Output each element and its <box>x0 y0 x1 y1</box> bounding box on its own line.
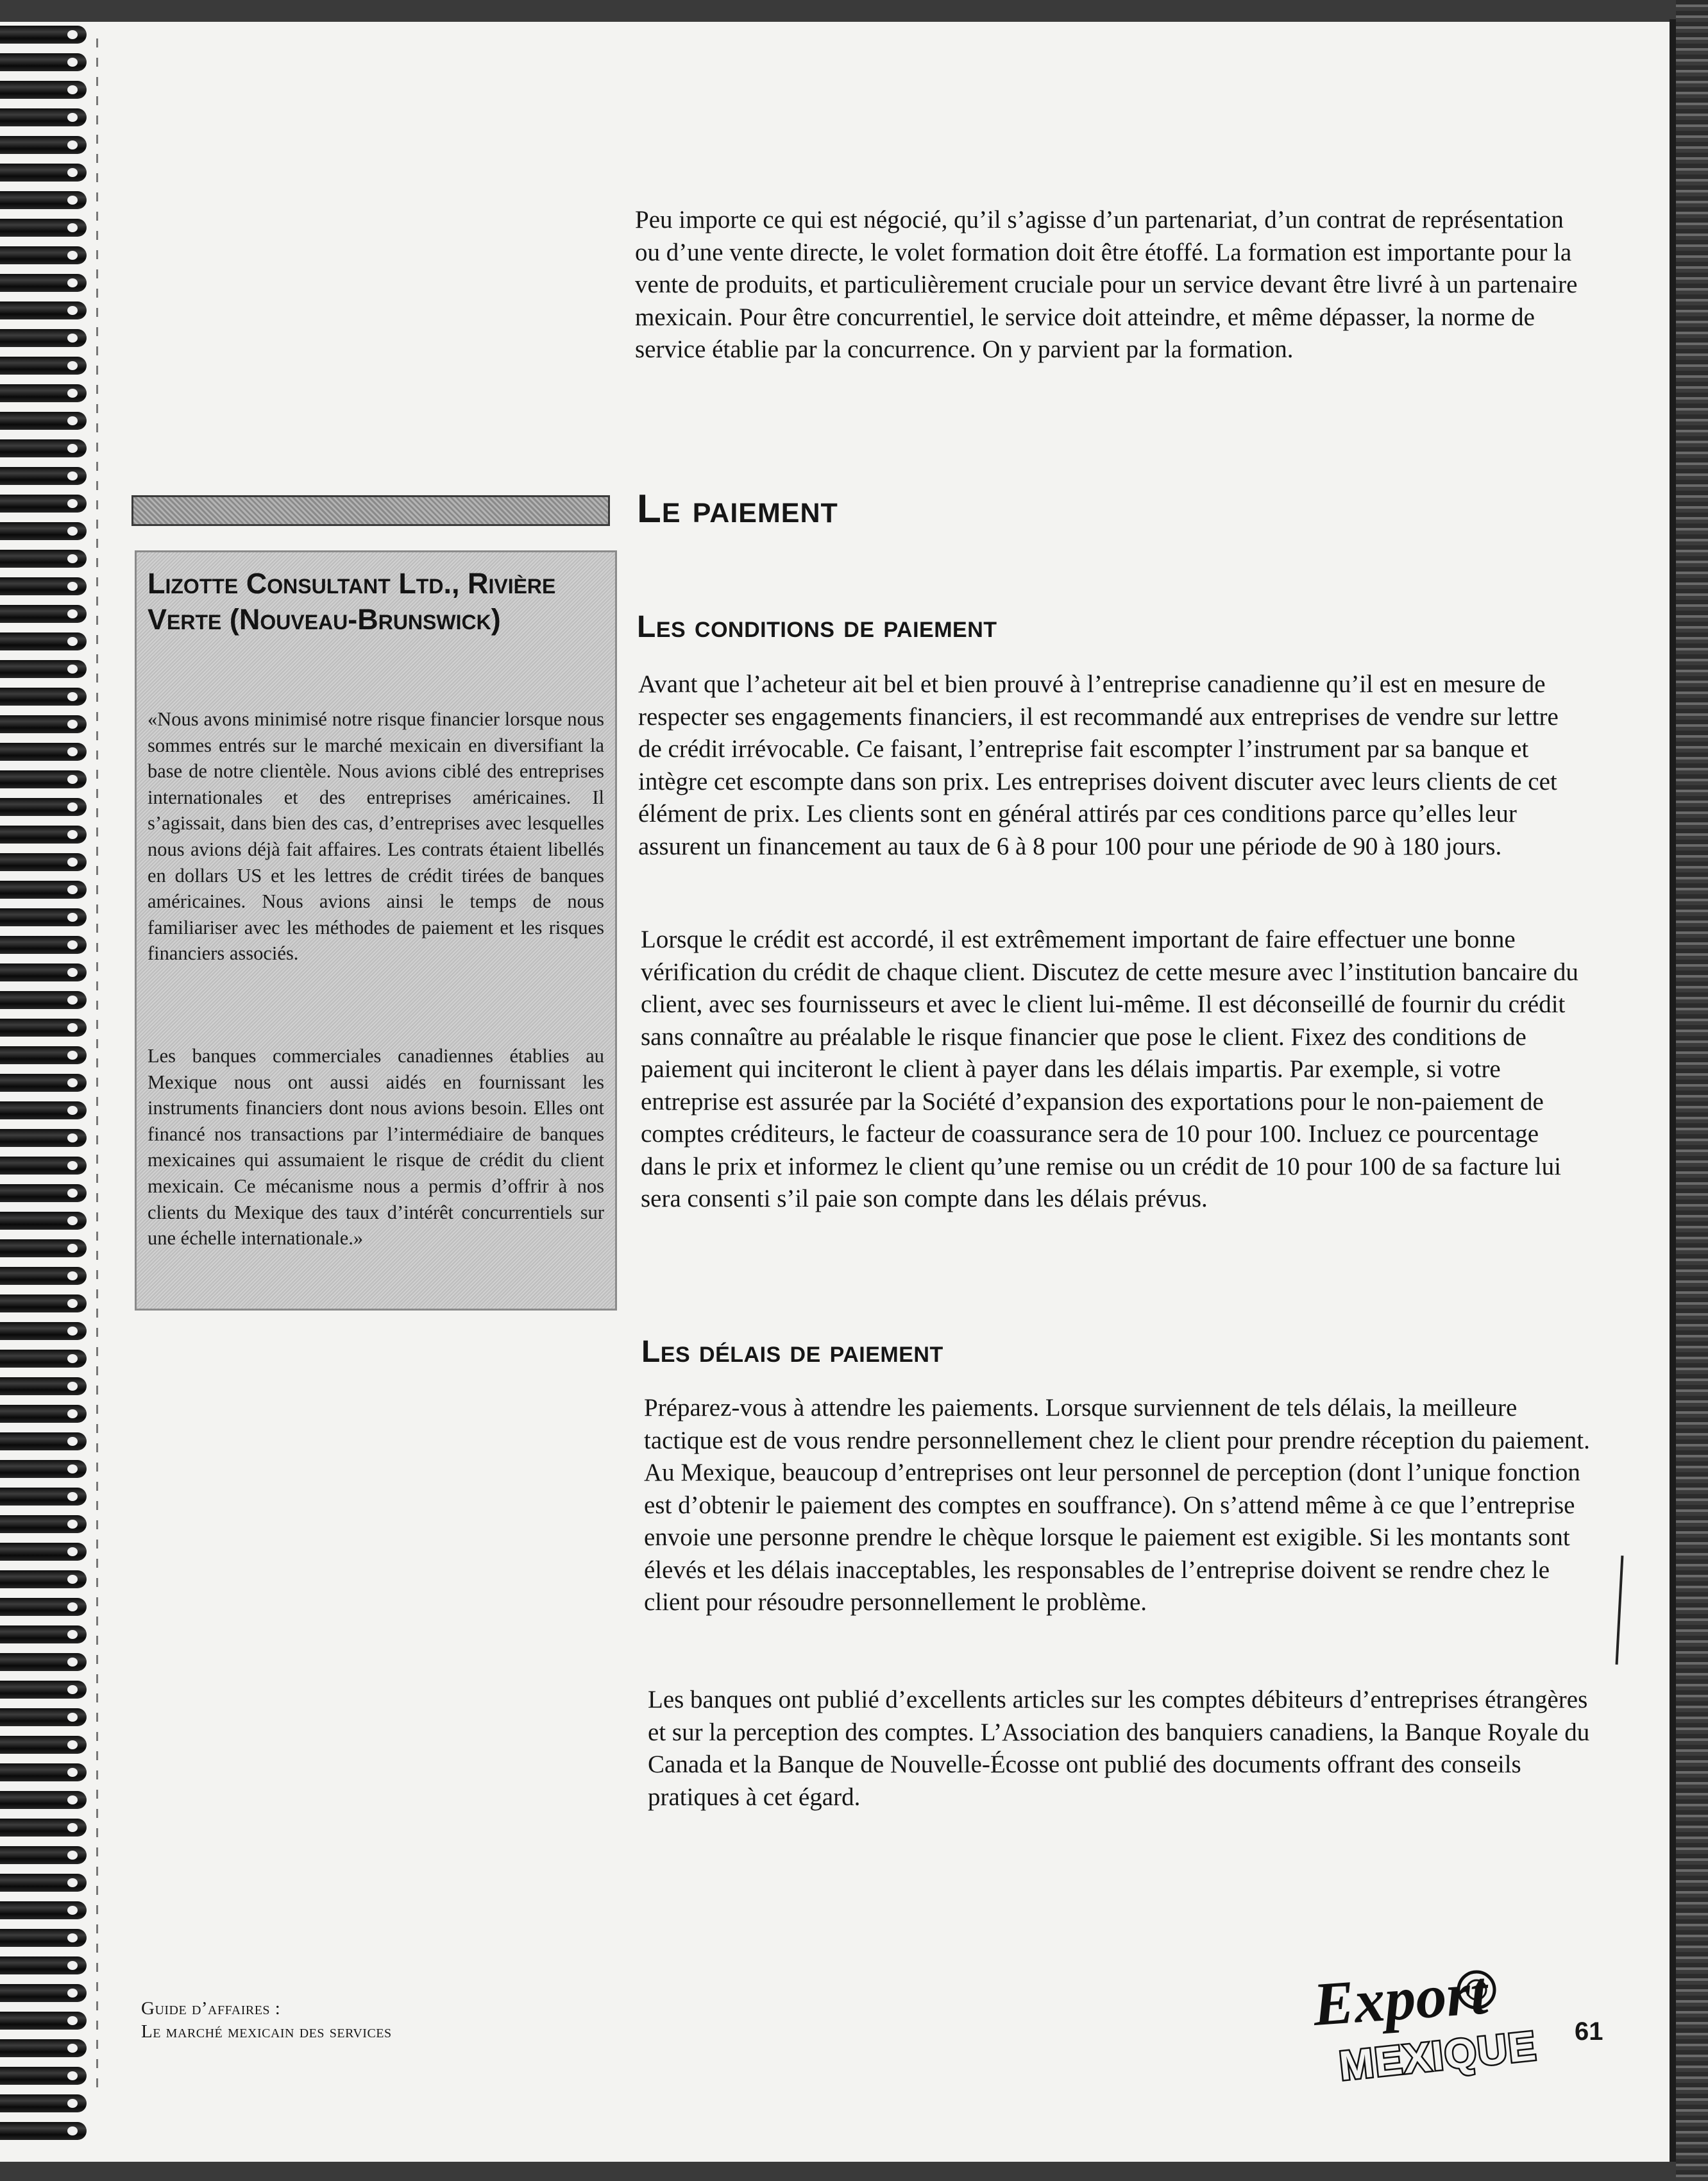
binding-coil <box>0 357 87 375</box>
binding-coil <box>0 660 87 678</box>
binding-coil <box>0 2094 87 2112</box>
binding-coil <box>0 1929 87 1947</box>
binding-coil <box>0 936 87 954</box>
binding-coil <box>0 439 87 457</box>
binding-coil <box>0 550 87 568</box>
binding-coil <box>0 1322 87 1340</box>
binding-coil <box>0 991 87 1009</box>
binding-coil <box>0 1184 87 1202</box>
binding-coil <box>0 1267 87 1285</box>
binding-coil <box>0 26 87 44</box>
scan-edge-right <box>1676 0 1708 2181</box>
delais-paragraph-1: Préparez-vous à attendre les paiements. Lorsque surviennent de tels délais, la meilleure tactique est de vous rendre personnellement chez le client pour prendre réception du paiement. Au Mexique, beaucoup d’entreprises ont leur personnel de perception (dont l’unique fonction est d’obtenir le paiement des comptes en souffrance). On s’attend même à ce que l’entreprise envoie une personne prendre le chèque lorsque le paiement est exigible. Si les montants sont élevés et les délais inacceptables, les responsables de l’entreprise doivent se rendre chez le client pour résoudre personnellement le problème. <box>644 1394 1590 1616</box>
binding-coil <box>0 1984 87 2002</box>
binding-coil <box>0 1543 87 1561</box>
binding-coil <box>0 495 87 513</box>
binding-coil <box>0 1763 87 1781</box>
binding-coil <box>0 301 87 319</box>
footer-line-2: Le marché mexicain des services <box>141 2021 392 2042</box>
binding-coil <box>0 1681 87 1699</box>
binding-coil <box>0 715 87 733</box>
binding-coil <box>0 1570 87 1588</box>
page-edge-shadow <box>1670 19 1676 2162</box>
binding-coil <box>0 219 87 237</box>
binding-coil <box>0 1101 87 1119</box>
binding-coil <box>0 1874 87 1892</box>
binding-coil <box>0 467 87 485</box>
delais-heading: Les délais de paiement <box>641 1335 943 1369</box>
binding-coil <box>0 1405 87 1423</box>
footer-guide-title <box>141 1997 392 2043</box>
footer-line-1: Guide d’affaires : <box>141 1998 281 2019</box>
binding-coil <box>0 136 87 154</box>
binding-coil <box>0 412 87 430</box>
binding-coil <box>0 1460 87 1478</box>
margin-pen-mark <box>1616 1556 1624 1665</box>
intro-paragraph: Peu importe ce qui est négocié, qu’il s’agisse d’un partenariat, d’un contrat de représentation ou d’une vente directe, le volet formation doit être étoffé. La formation est importante pour la vente de produits, et particulièrement cruciale pour un service devant être livré à un partenaire mexicain. Pour être concurrentiel, le service doit atteindre, et même dépasser, la norme de service établie par la concurrence. On y parvient par la formation. <box>635 206 1578 363</box>
binding-coil <box>0 605 87 623</box>
sidebar-paragraph-2: Les banques commerciales canadiennes établies au Mexique nous ont aussi aidés en fournissant les instruments financiers dont nous avions besoin. Elles ont financé nos transactions par l’intermédiaire de banques mexicaines qui assumaient le risque de crédit du client mexicain. Ce mécanisme nous a permis d’offrir à nos clients du Mexique des taux d’intérêt concurrentiels sur une échelle internationale.» <box>148 1045 604 1250</box>
logo-word-mexique: MEXIQUE <box>1337 2022 1539 2089</box>
sidebar-title: Lizotte Consultant Ltd., Rivière Verte (Nouveau-Brunswick) <box>148 567 556 636</box>
binding-coil <box>0 826 87 844</box>
binding-coil <box>0 274 87 292</box>
binding-coil <box>0 2039 87 2057</box>
binding-coil <box>0 164 87 182</box>
binding-coil <box>0 1901 87 1919</box>
conditions-heading: Les conditions de paiement <box>637 610 997 644</box>
conditions-paragraph-1: Avant que l’acheteur ait bel et bien prouvé à l’entreprise canadienne qu’il est en mesure de respecter ses engagements financiers, il est recommandé aux entreprises de vendre sur lettre de crédit irrévocable. Ce faisant, l’entreprise fait escompter l’instrument par sa banque et intègre cet escompte dans son prix. Les entreprises doivent discuter avec leurs clients de cet élément de prix. Les clients sont en général attirés par ces conditions parce qu’elles leur assurent un financement au taux de 6 à 8 pour 100 pour une période de 90 à 180 jours. <box>638 670 1559 860</box>
binding-coil <box>0 1212 87 1230</box>
binding-coil <box>0 191 87 209</box>
binding-coil <box>0 1598 87 1616</box>
binding-perforation <box>96 38 98 2091</box>
binding-coil <box>0 1294 87 1312</box>
binding-coil <box>0 632 87 650</box>
sidebar-header-bar <box>131 495 610 526</box>
binding-coil <box>0 798 87 816</box>
binding-coil <box>0 908 87 926</box>
binding-coil <box>0 2067 87 2085</box>
binding-coil <box>0 2012 87 2030</box>
section-title: Le paiement <box>637 487 838 531</box>
binding-coil <box>0 108 87 126</box>
binding-coil <box>0 688 87 706</box>
binding-coil <box>0 1239 87 1257</box>
binding-coil <box>0 853 87 871</box>
binding-coil <box>0 2122 87 2140</box>
sidebar-paragraph-1: «Nous avons minimisé notre risque financier lorsque nous sommes entrés sur le marché mexicain en diversifiant la base de notre clientèle. Nous avions ciblé des entreprises internationales et des entreprises américaines. Il s’agissait, dans bien des cas, d’entreprises avec lesquelles nous avions déjà fait affaires. Les contrats étaient libellés en dollars US et les lettres de crédit tirées de banques américaines. Nous avions ainsi le temps de nous familiariser avec les méthodes de paiement et les risques financiers associés. <box>148 708 604 965</box>
binding-coil <box>0 246 87 264</box>
logo-word-export: Export <box>1310 1958 1490 2039</box>
binding-coil <box>0 1708 87 1726</box>
binding-coil <box>0 1846 87 1864</box>
delais-paragraph-2: Les banques ont publié d’excellents articles sur les comptes débiteurs d’entreprises étrangères et sur la perception des comptes. L’Association des banquiers canadiens, la Banque Royale du Canada et la Banque de Nouvelle-Écosse ont publié des documents offrant des conseils pratiques à cet égard. <box>648 1686 1590 1811</box>
scan-edge-top <box>0 0 1708 22</box>
binding-coil <box>0 1129 87 1147</box>
binding-coil <box>0 81 87 99</box>
binding-coil <box>0 1515 87 1533</box>
binding-coil <box>0 1736 87 1754</box>
binding-coil <box>0 1377 87 1395</box>
binding-coil <box>0 1432 87 1450</box>
binding-coil <box>0 1157 87 1175</box>
binding-coil <box>0 1791 87 1809</box>
binding-coil <box>0 770 87 788</box>
spiral-binding <box>0 26 90 2162</box>
binding-coil <box>0 743 87 761</box>
binding-coil <box>0 1956 87 1974</box>
export-mexique-logo <box>1302 1944 1539 2098</box>
binding-coil <box>0 1488 87 1506</box>
binding-coil <box>0 1350 87 1368</box>
binding-coil <box>0 384 87 402</box>
binding-coil <box>0 1074 87 1092</box>
scan-edge-bottom <box>0 2162 1708 2181</box>
binding-coil <box>0 329 87 347</box>
binding-coil <box>0 881 87 899</box>
page-number: 61 <box>1575 2017 1603 2046</box>
conditions-paragraph-2: Lorsque le crédit est accordé, il est extrêmement important de faire effectuer une bonne vérification du crédit de chaque client. Discutez de cette mesure avec l’institution bancaire du client, avec ses fournisseurs et avec le client lui-même. Il est déconseillé de fournir du crédit sans connaître au préalable le risque financier que pose le client. Fixez des conditions de paiement qui inciteront le client à payer dans les délais impartis. Par exemple, si votre entreprise est assurée par la Société d’expansion des exportations pour le non-paiement de comptes créditeurs, le facteur de coassurance sera de 10 pour 100. Incluez ce pourcentage dans le prix et informez le client qu’une remise ou un crédit de 10 pour 100 de sa facture lui sera consenti s’il paie son compte dans les délais prévus. <box>641 926 1578 1212</box>
binding-coil <box>0 1046 87 1064</box>
binding-coil <box>0 53 87 71</box>
binding-coil <box>0 1653 87 1671</box>
binding-coil <box>0 1019 87 1037</box>
binding-coil <box>0 1819 87 1837</box>
binding-coil <box>0 522 87 540</box>
binding-coil <box>0 577 87 595</box>
binding-coil <box>0 963 87 981</box>
binding-coil <box>0 1625 87 1643</box>
